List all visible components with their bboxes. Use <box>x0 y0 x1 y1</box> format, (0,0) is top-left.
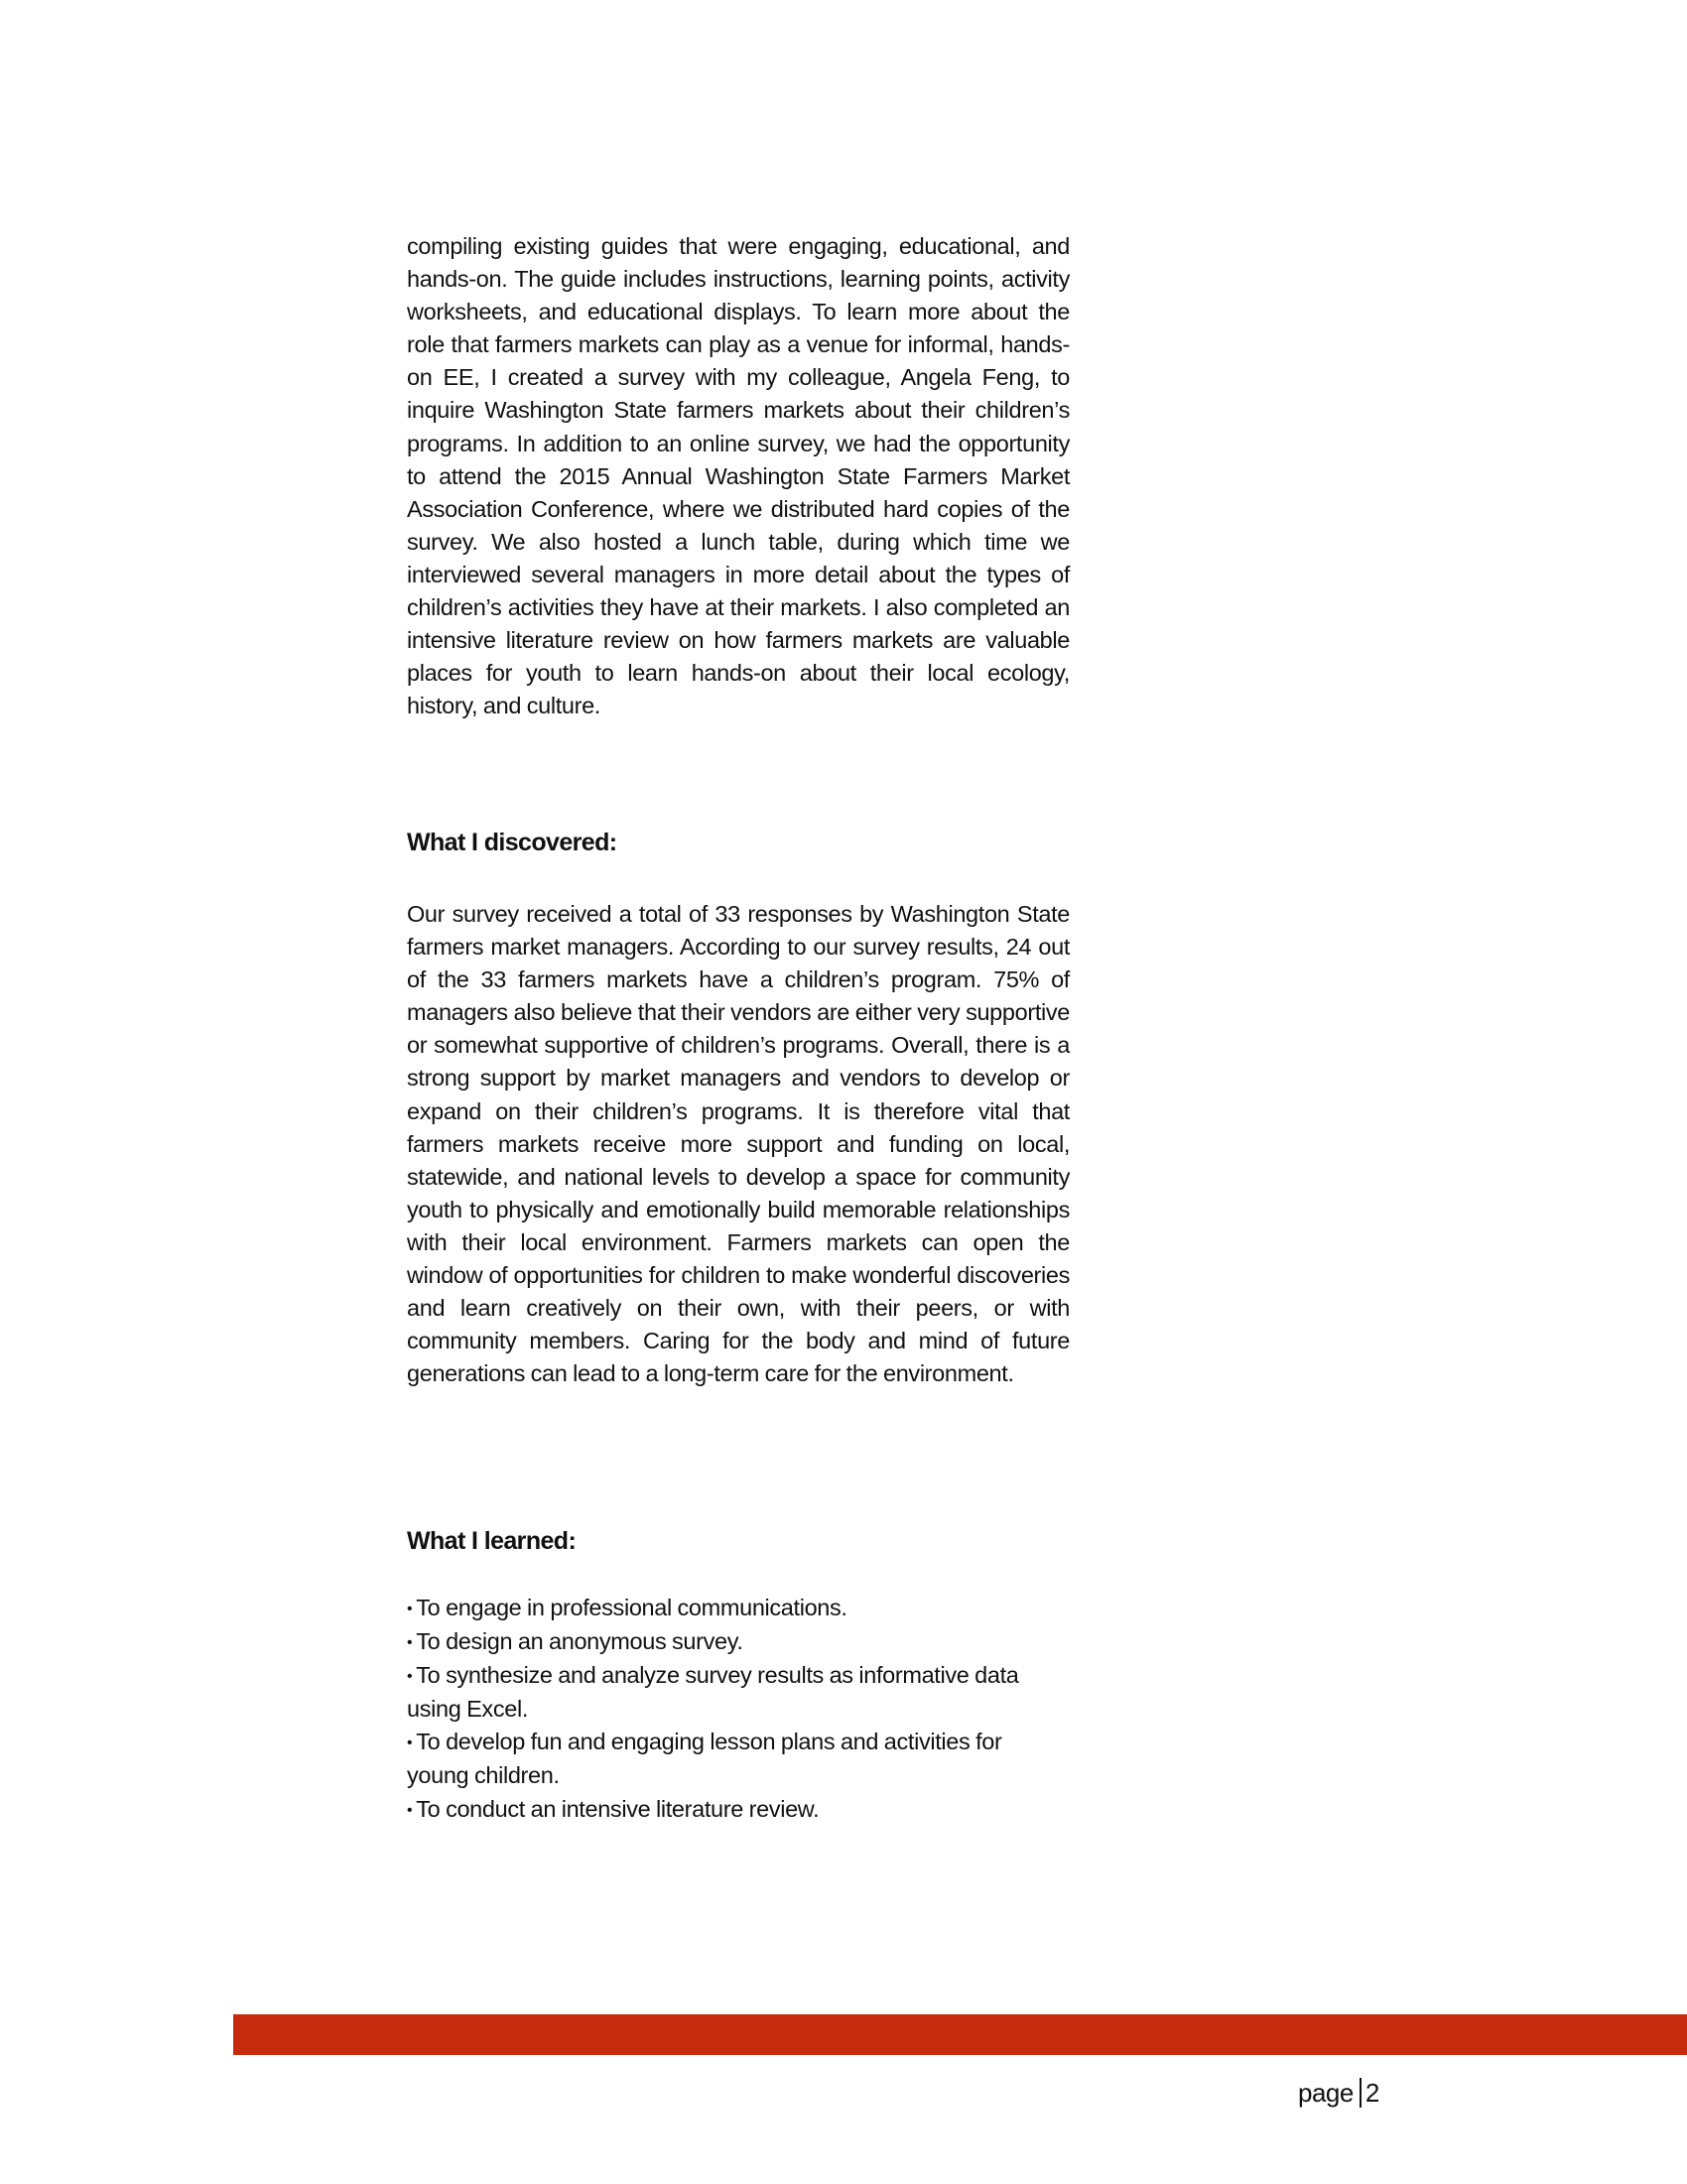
list-item-text: To design an anonymous survey. <box>416 1628 743 1655</box>
page-label: page <box>1298 2078 1354 2108</box>
list-item-text: To develop fun and engaging lesson plans and activities for young children. <box>407 1729 1002 1789</box>
section-heading-discovered: What I discovered: <box>407 829 617 856</box>
page-separator <box>1360 2078 1362 2108</box>
learned-list <box>407 1592 1042 1827</box>
list-item <box>407 1625 1042 1659</box>
bullet-icon: • <box>407 1801 413 1819</box>
footer-accent-bar <box>233 2014 1687 2055</box>
list-item <box>407 1726 1042 1792</box>
bullet-icon: • <box>407 1634 413 1652</box>
discovered-paragraph: Our survey received a total of 33 responses by Washington State farmers market managers. According to our survey results, 24 out of the 33 farmers markets have a children’s program. 75% of managers also believe that their vendors are either very supportive or somewhat supportive of children’s programs. Overall, there is a strong support by market managers and vendors to develop or expand on their children’s programs. It is therefore vital that farmers markets receive more support and funding on local, statewide, and national levels to develop a space for community youth to physically and emotionally build memorable relationships with their local environment. Farmers markets can open the window of opportunities for children to make wonderful discoveries and learn creatively on their own, with their peers, or with community members. Caring for the body and mind of future generations can lead to a long-term care for the environment. <box>407 901 1070 1387</box>
page-number-value: 2 <box>1364 2078 1379 2108</box>
page-number <box>1298 2076 1379 2110</box>
list-item <box>407 1793 1042 1827</box>
bullet-icon: • <box>407 1668 413 1686</box>
list-item <box>407 1592 1042 1625</box>
bullet-icon: • <box>407 1601 413 1617</box>
list-item <box>407 1659 1042 1726</box>
list-item-text: To synthesize and analyze survey results as informative data using Excel. <box>407 1662 1019 1723</box>
bullet-icon: • <box>407 1734 413 1752</box>
intro-paragraph: compiling existing guides that were engaging, educational, and hands-on. The guide includes instructions, learning points, activity worksheets, and educational displays. To learn more about the role that farmers markets can play as a venue for informal, hands-on EE, I created a survey with my colleague, Angela Feng, to inquire Washington State farmers markets about their children’s programs. In addition to an online survey, we had the opportunity to attend the 2015 Annual Washington State Farmers Market Association Conference, where we distributed hard copies of the survey. We also hosted a lunch table, during which time we interviewed several managers in more detail about the types of children’s activities they have at their markets. I also completed an intensive literature review on how farmers markets are valuable places for youth to learn hands-on about their local ecology, history, and culture. <box>407 233 1070 719</box>
section-heading-learned: What I learned: <box>407 1527 577 1555</box>
list-item-text: To conduct an intensive literature review. <box>416 1795 820 1822</box>
list-item-text: To engage in professional communications. <box>416 1595 847 1620</box>
